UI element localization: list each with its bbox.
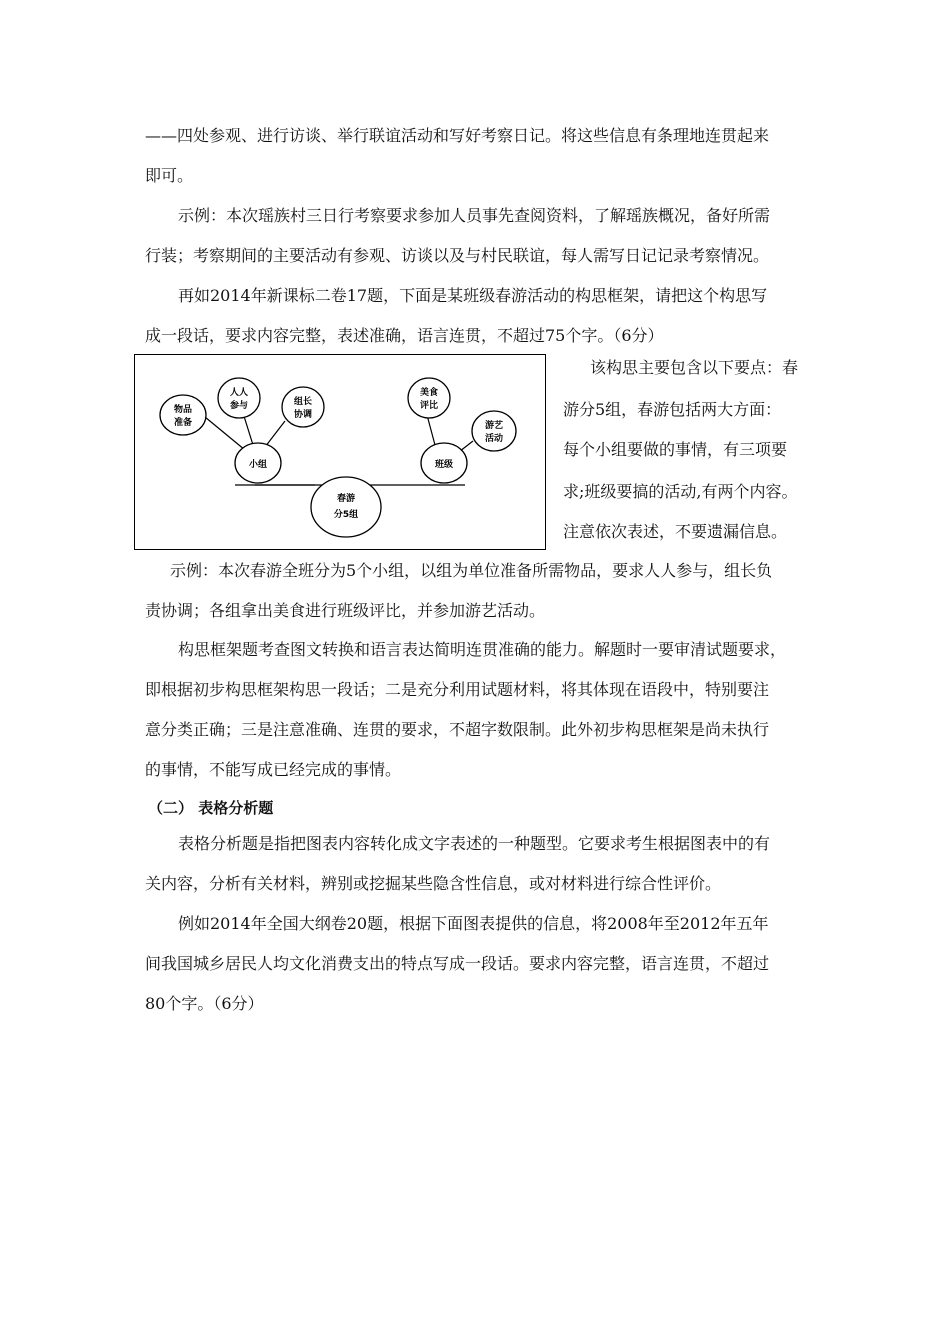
side-note-line: 注意依次表述，不要遗漏信息。: [563, 522, 788, 541]
side-note-line: 游分5组，春游包括两大方面：: [563, 400, 782, 419]
leader-label-2: 协调: [293, 410, 313, 420]
side-note-line: 求;班级要搞的活动,有两个内容。: [563, 482, 798, 501]
paragraph-line: ——四处参观、进行访谈、举行联谊活动和写好考察日记。将这些信息有条理地连贯起来: [145, 126, 770, 145]
side-note-line: 每个小组要做的事情，有三项要: [563, 440, 788, 459]
center-label-2: 分5组: [333, 510, 359, 520]
paragraph-line: 的事情，不能写成已经完成的事情。: [145, 760, 402, 779]
paragraph-line: 80个字。（6分）: [145, 994, 264, 1013]
node-center: [311, 477, 381, 537]
paragraph-line: 行装；考察期间的主要活动有参观、访谈以及与村民联谊，每人需写日记记录考察情况。: [145, 246, 770, 265]
paragraph-line: 即根据初步构思框架构思一段话；二是充分利用试题材料，将其体现在语段中，特别要注: [145, 680, 770, 699]
edge-group-leader: [265, 421, 285, 447]
concept-diagram: [134, 354, 546, 550]
paragraph-line: 间我国城乡居民人均文化消费支出的特点写成一段话。要求内容完整，语言连贯，不超过: [145, 954, 770, 973]
food-label-2: 评比: [419, 401, 439, 411]
group-label: 小组: [248, 460, 268, 470]
paragraph-line: 成一段话，要求内容完整，表述准确，语言连贯，不超过75个字。（6分）: [145, 326, 664, 345]
paragraph-line: 例如2014年全国大纲卷20题，根据下面图表提供的信息，将2008年至2012年五年: [178, 914, 769, 933]
paragraph-line: 构思框架题考查图文转换和语言表达简明连贯准确的能力。解题时一要审清试题要求，: [178, 640, 787, 659]
paragraph-line: 示例：本次瑶族村三日行考察要求参加人员事先查阅资料，了解瑶族概况，备好所需: [178, 206, 771, 225]
node-all: [218, 378, 260, 418]
leader-label-1: 组长: [293, 397, 313, 407]
paragraph-line: 表格分析题是指把图表内容转化成文字表述的一种题型。它要求考生根据图表中的有: [178, 834, 771, 853]
node-games: [472, 411, 516, 451]
node-items: [160, 395, 206, 435]
section-heading: （二） 表格分析题: [148, 799, 274, 817]
edge-class-food: [427, 415, 435, 445]
all-label-1: 人人: [229, 388, 249, 398]
paragraph-line: 关内容，分析有关材料，辨别或挖掘某些隐含性信息，或对材料进行综合性评价。: [145, 874, 722, 893]
node-leader: [282, 387, 324, 427]
side-note-line: 该构思主要包含以下要点：春: [590, 358, 799, 377]
center-label-1: 春游: [336, 494, 356, 504]
food-label-1: 美食: [419, 388, 439, 398]
paragraph-line: 责协调；各组拿出美食进行班级评比，并参加游艺活动。: [145, 601, 546, 620]
paragraph-line: 意分类正确；三是注意准确、连贯的要求，不超字数限制。此外初步构思框架是尚未执行: [145, 720, 770, 739]
class-label: 班级: [434, 460, 454, 470]
edge-group-items: [205, 417, 245, 450]
node-food: [408, 378, 450, 418]
items-label-2: 准备: [173, 418, 193, 428]
paragraph-line: 即可。: [145, 166, 194, 185]
games-label-2: 活动: [484, 434, 504, 444]
concept-diagram-svg: [135, 355, 545, 549]
items-label-1: 物品: [173, 405, 193, 415]
paragraph-line: 再如2014年新课标二卷17题，下面是某班级春游活动的构思框架，请把这个构思写: [178, 286, 768, 305]
all-label-2: 参与: [229, 401, 249, 411]
games-label-1: 游艺: [484, 421, 504, 431]
paragraph-line: 示例：本次春游全班分为5个小组，以组为单位准备所需物品，要求人人参与，组长负: [170, 561, 773, 580]
